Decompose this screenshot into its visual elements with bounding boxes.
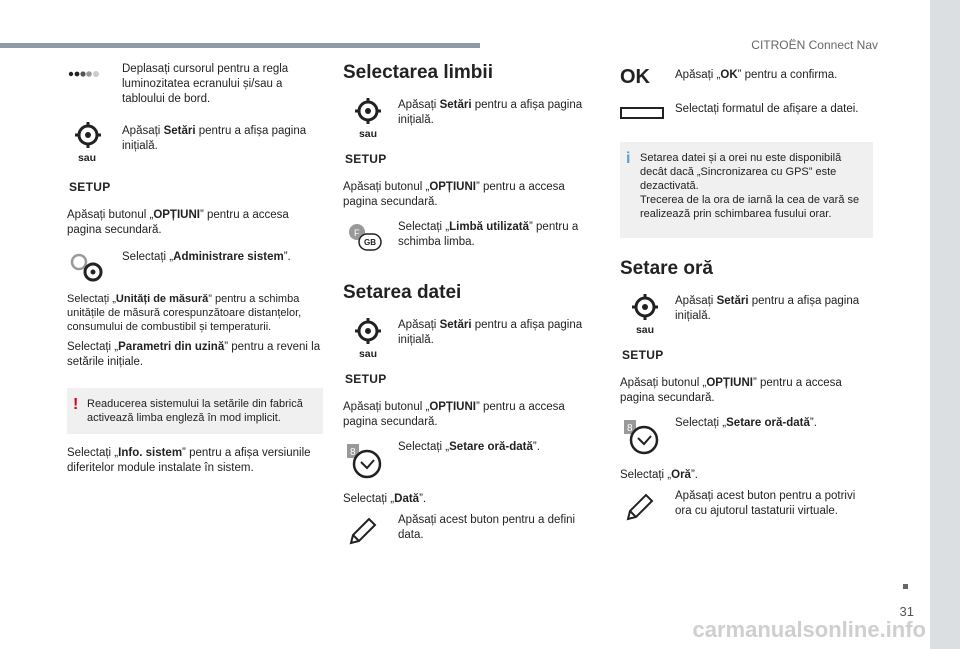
text-bold: Setări [163,125,196,137]
text: Apăsați butonul „ [67,209,154,221]
text: Selectați „ [675,417,727,429]
text: ”. [690,469,698,481]
settings-text [398,318,593,348]
text: Apăsați „ [675,69,721,81]
text: Selectați „ [122,251,174,263]
text: Selectați „ [343,493,395,505]
text: pentru a afișa pagina inițială. [675,295,860,322]
language-flag-icon [343,220,393,259]
text-bold: Limbă utilizată [449,221,530,233]
warning-box [67,388,323,434]
column-3 [620,62,873,519]
brightness-text: Deplasați cursorul pentru a regla luminozitatea ecranului și/sau a tabloului de bord. [122,63,289,105]
options-text [343,180,593,210]
text: ” pentru a confirma. [737,69,838,81]
settings-gear-icon [73,120,103,155]
text: Apăsați butonul „ [620,377,707,389]
double-gear-icon [67,250,117,289]
text: Apăsați [398,319,440,331]
options-text [620,376,873,406]
column-2 [343,62,593,543]
brightness-slider-icon [67,62,117,87]
column-1 [67,62,323,476]
page-marker [903,584,908,589]
header-rule [0,43,480,48]
ok-step [620,62,873,92]
page-sidebar [930,0,960,649]
or-label: sau [358,348,378,360]
text-bold: OK [720,69,738,81]
timedate-step [620,416,873,460]
options-text [343,400,593,430]
lang-icon-gb: GB [364,238,376,247]
text: Selectați „ [620,469,672,481]
text: Apăsați [398,99,440,111]
or-label: sau [77,152,97,164]
clock-icon [343,440,393,487]
text-bold: OPȚIUNI [706,377,753,389]
info-box [620,142,873,238]
settings-gear-icon [353,96,383,131]
settings-text [675,294,873,324]
text: Selectați „ [67,293,116,305]
time-heading: Setare oră [620,258,713,279]
page-number: 31 [899,604,914,619]
text-bold: Administrare sistem [173,251,284,263]
format-text: Selectați formatul de afișare a datei. [675,103,859,115]
or-label: sau [635,324,655,336]
text-bold: Setări [716,295,749,307]
info-icon: i [626,150,631,167]
setup-label: SETUP [622,348,664,362]
settings-step [343,96,593,170]
text: ” pentru a accesa pagina secundară. [343,181,565,208]
text: ”. [809,417,817,429]
watermark: carmanualsonline.info [692,617,926,642]
date-select-text [343,492,593,507]
settings-gear-icon [630,292,660,327]
text-bold: Info. sistem [118,447,183,459]
admin-step [67,250,323,290]
text: Apăsați butonul „ [343,401,430,413]
warning-icon: ! [73,396,79,413]
text-bold: Parametri din uzină [118,341,225,353]
text: Apăsați [122,125,164,137]
format-step [620,102,873,136]
text-bold: Setări [439,319,472,331]
text: pentru a afișa pagina inițială. [122,125,307,152]
text: ”. [419,493,427,505]
text-bold: Setare oră-dată [449,441,533,453]
text-bold: OPȚIUNI [153,209,200,221]
adjust-step [620,489,873,519]
warning-text: Readucerea sistemului la setările din fabrică activează limba engleză în mod implicit. [87,398,303,424]
brightness-step [67,62,323,110]
text: Apăsați butonul „ [343,181,430,193]
setup-label: SETUP [345,152,387,166]
header-brand: CITROËN Connect Nav [751,38,878,52]
units-text [67,292,323,334]
ok-text [675,62,873,83]
options-text [67,208,323,238]
text: Selectați „ [67,447,119,459]
text-bold: Setări [439,99,472,111]
timedate-text [675,416,873,431]
text: ”. [283,251,291,263]
text-bold: Setare oră-dată [726,417,810,429]
setup-label: SETUP [69,180,111,194]
setup-label: SETUP [345,372,387,386]
pencil-icon [620,489,670,530]
date-heading: Setarea datei [343,282,462,303]
timedate-step [343,440,593,484]
settings-text [122,124,322,154]
text: Selectați „ [67,341,119,353]
admin-text [122,250,323,265]
timedate-text [398,440,593,455]
settings-text [398,98,593,128]
factory-text [67,340,323,370]
text-bold: OPȚIUNI [429,181,476,193]
text-bold: Unități de măsură [115,293,209,305]
text: ” pentru a schimba unitățile de măsură corespunzătoare distanțelor, consumului de combustibil și temperaturii. [67,293,302,333]
settings-gear-icon [353,316,383,351]
settings-step [67,120,323,198]
input-field-icon [620,106,670,125]
text-bold: OPȚIUNI [429,401,476,413]
text: ”. [532,441,540,453]
text: ” pentru a reveni la setările inițiale. [67,341,321,368]
language-step [343,220,593,262]
clock-icon [620,416,670,463]
text-bold: Dată [394,493,420,505]
text: ” pentru a accesa pagina secundară. [67,209,289,236]
define-text: Apăsați acest buton pentru a defini data. [398,514,576,541]
ok-icon: OK [620,66,650,88]
text-bold: Oră [671,469,691,481]
text: Apăsați [675,295,717,307]
settings-step-2 [343,316,593,390]
lang-icon-f: F [354,228,360,238]
info-system-text [67,446,323,476]
clock-badge: 8 [627,423,633,434]
clock-badge: 8 [350,447,356,458]
text: ” pentru a afișa versiunile diferitelor module instalate în sistem. [67,447,311,474]
adjust-text: Apăsați acest buton pentru a potrivi ora cu ajutorul tastaturii virtuale. [675,490,856,517]
text: ” pentru a schimba limba. [398,221,579,248]
settings-step [620,292,873,366]
text: pentru a afișa pagina inițială. [398,99,583,126]
text: Selectați „ [398,221,450,233]
language-text [398,220,593,250]
text: ” pentru a accesa pagina secundară. [620,377,842,404]
pencil-icon [343,513,393,554]
text: pentru a afișa pagina inițială. [398,319,583,346]
time-select-text [620,468,873,483]
text: ” pentru a accesa pagina secundară. [343,401,565,428]
define-step [343,513,593,543]
language-heading: Selectarea limbii [343,62,493,83]
text: Selectați „ [398,441,450,453]
or-label: sau [358,128,378,140]
info-text: Setarea datei și a orei nu este disponibilă decât dacă „Sincronizarea cu GPS” este dezactivată. Trecerea de la ora de iarnă la cea de vară se realizează prin schimbarea fusului orar. [640,152,860,220]
